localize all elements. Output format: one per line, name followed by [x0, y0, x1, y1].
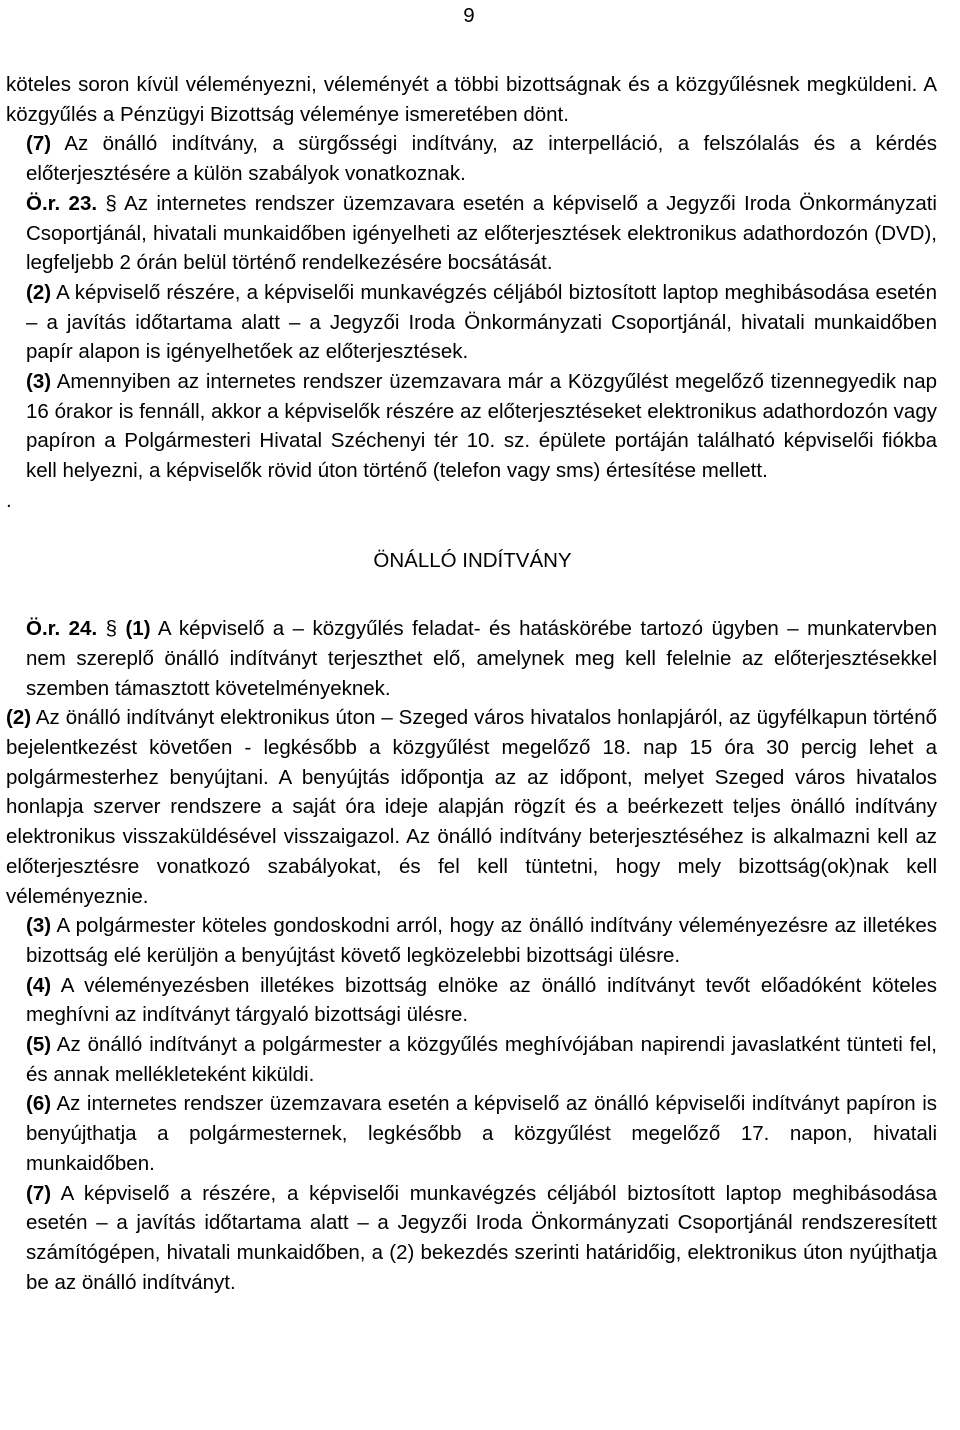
spacer	[6, 575, 937, 614]
paragraph-number: (7)	[26, 1181, 52, 1205]
section-23-paragraph-3	[6, 367, 937, 486]
paragraph-text: köteles soron kívül véleményezni, véleményét a többi bizottságnak és a közgyűlésnek megküldeni. A közgyűlés a Pénzügyi Bizottság véleménye ismeretében dönt.	[6, 73, 937, 126]
paragraph-text: Az önálló indítványt a polgármester a közgyűlés meghívójában napirendi javaslatként tünteti fel, és annak mellékleteként kiküldi.	[26, 1033, 937, 1086]
section-24-paragraph-2	[6, 703, 937, 911]
paragraph-text: A képviselő a – közgyűlés feladat- és hatáskörébe tartozó ügyben – munkatervben nem szereplő önálló indítványt terjeszthet elő, amelynek meg kell felelnie az előterjesztésekkel szemben támasztott követelményeknek.	[26, 617, 937, 700]
document-body	[6, 70, 937, 1297]
paragraph-continuation	[6, 70, 937, 129]
section-24-paragraph-1	[6, 614, 937, 703]
section-heading: Ö.r. 23.	[26, 191, 98, 215]
section-24-paragraph-6	[6, 1089, 937, 1178]
paragraph-number: (6)	[26, 1092, 52, 1116]
paragraph-number: (7)	[26, 132, 52, 156]
paragraph-number: (3)	[26, 914, 52, 938]
section-23	[6, 189, 937, 278]
paragraph-number: (2)	[26, 280, 52, 304]
section-title: ÖNÁLLÓ INDÍTVÁNY	[373, 548, 572, 572]
paragraph-number: (3)	[26, 370, 52, 394]
paragraph-number: (1)	[125, 617, 151, 641]
page-number: 9	[463, 4, 475, 27]
paragraph-text: Az internetes rendszer üzemzavara esetén a képviselő a Jegyzői Iroda Önkormányzati Csoportjánál, hivatali munkaidőben igényelheti az előterjesztések elektronikus adathordozón (DVD), legfeljebb 2 órán belül történő rendelkezésére bocsátását.	[26, 191, 937, 275]
paragraph-text: A képviselő részére, a képviselői munkavégzés céljából biztosított laptop meghibásodása esetén – a javítás időtartama alatt – a Jegyzői Iroda Önkormányzati Csoportjánál, hivatali munkaidőben papír alapon is igényelhetőek az előterjesztések.	[26, 280, 937, 364]
paragraph-text: Amennyiben az internetes rendszer üzemzavara már a Közgyűlést megelőző tizennegyedik nap 16 órakor is fennáll, akkor a képviselők részére az előterjesztéseket elektronikus adathordozón vagy papíron a Polgármesteri Hivatal Széchenyi tér 10. sz. épülete portáján található képviselői fiókba kell helyezni, a képviselők rövid úton történő (telefon vagy sms) értesítése mellett.	[26, 370, 937, 483]
section-24-paragraph-5	[6, 1030, 937, 1089]
paragraph-text: A képviselő a részére, a képviselői munkavégzés céljából biztosított laptop meghibásodása esetén – a javítás időtartama alatt – a Jegyzői Iroda Önkormányzati Csoportjánál rendszeresített számítógépen, hivatali munkaidőben, a (2) bekezdés szerinti határidőig, elektronikus úton nyújthatja be az önálló indítványt.	[26, 1181, 937, 1294]
paragraph-number: (5)	[26, 1033, 52, 1057]
section-sign: §	[97, 617, 126, 641]
paragraph-number: (2)	[6, 706, 32, 730]
paragraph-7	[6, 129, 937, 188]
paragraph-text: Az internetes rendszer üzemzavara esetén a képviselő az önálló képviselői indítványt papíron is benyújthatja a polgármesternek, legkésőbb a közgyűlést megelőző 17. napon, hivatali munkaidőben.	[26, 1092, 937, 1175]
paragraph-text: A véleményezésben illetékes bizottság elnöke az önálló indítványt tevőt előadóként köteles meghívni az indítványt tárgyaló bizottsági ülésre.	[26, 973, 937, 1027]
section-23-paragraph-2	[6, 278, 937, 367]
paragraph-text: Az önálló indítvány, a sürgősségi indítvány, az interpelláció, a felszólalás és a kérdés előterjesztésére a külön szabályok vonatkoznak.	[26, 132, 937, 186]
section-24-paragraph-3	[6, 911, 937, 970]
separator-dot: .	[6, 488, 12, 512]
paragraph-text: A polgármester köteles gondoskodni arról, hogy az önálló indítvány véleményezésre az illetékes bizottság elé kerüljön a benyújtást követő legközelebbi bizottsági ülésre.	[26, 914, 937, 967]
paragraph-number: (4)	[26, 973, 52, 997]
section-heading: Ö.r. 24.	[26, 617, 98, 641]
section-24-paragraph-7	[6, 1179, 937, 1298]
section-24-paragraph-4	[6, 971, 937, 1030]
paragraph-text: Az önálló indítványt elektronikus úton – Szeged város hivatalos honlapjáról, az ügyfélkapun történő bejelentkezést követően - legkésőbb a közgyűlést megelőző 18. nap 15 óra 30 percig lehet a polgármesterhez benyújtani. A benyújtás időpontja az az időpont, melyet Szeged város hivatalos honlapja szerver rendszere a saját óra ideje alapján rögzít és a beérkezett teljes önálló indítvány elektronikus visszaküldésével visszaigazol. Az önálló indítvány beterjesztéséhez is alkalmazni kell az előterjesztésre vonatkozó szabályokat, és fel kell tüntetni, hogy mely bizottság(ok)nak kell véleményeznie.	[6, 706, 937, 908]
section-sign: §	[97, 191, 125, 215]
